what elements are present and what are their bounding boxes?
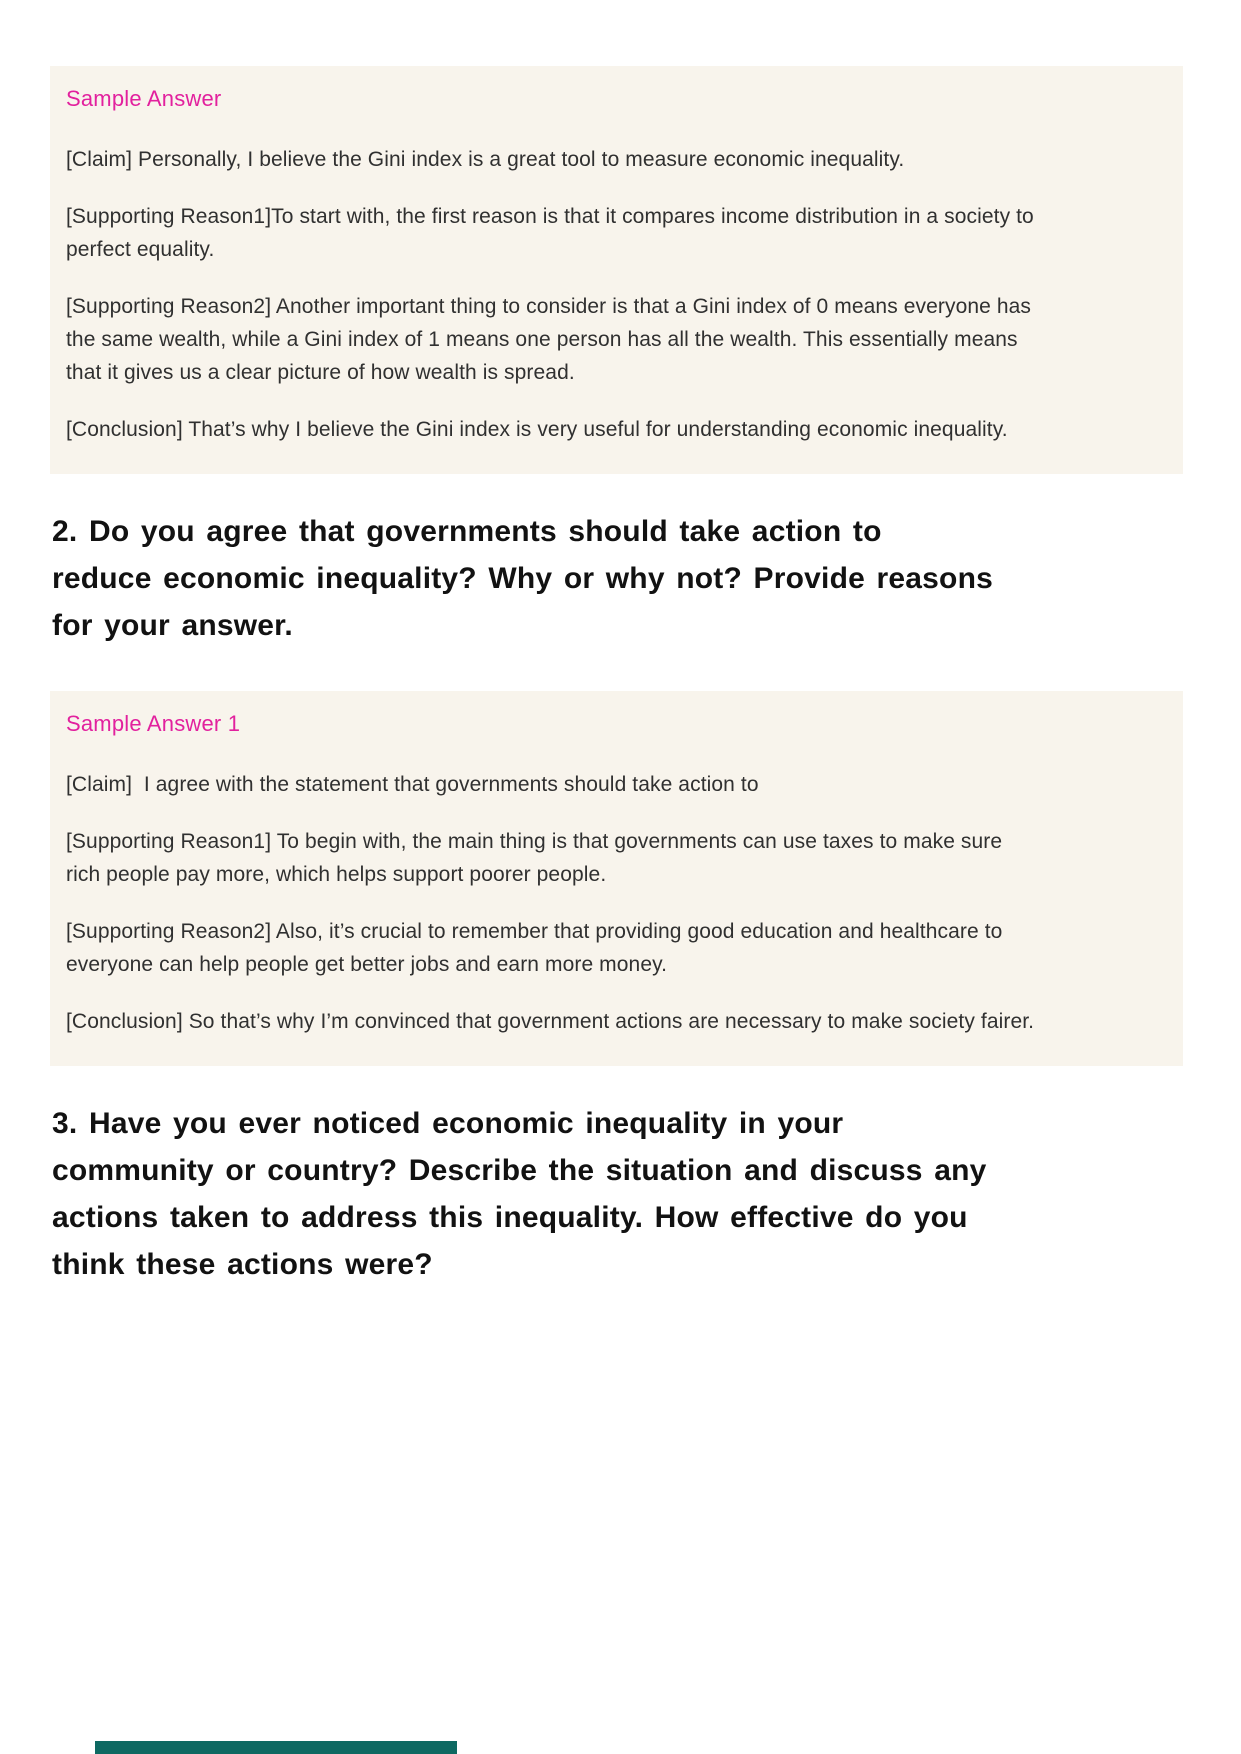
question-line: community or country? Describe the situation and discuss any: [52, 1154, 987, 1187]
question-line: 3. Have you ever noticed economic inequality in your: [52, 1107, 844, 1140]
question-line: actions taken to address this inequality. How effective do you: [52, 1201, 968, 1234]
claim-paragraph: [Claim] I agree with the statement that governments should take action to: [66, 773, 759, 796]
claim-paragraph: [Claim] Personally, I believe the Gini index is a great tool to measure economic inequality.: [66, 148, 905, 171]
sample-answer-box-1: [50, 66, 1183, 474]
question-line: think these actions were?: [52, 1248, 433, 1281]
conclusion-paragraph: [Conclusion] So that’s why I’m convinced that government actions are necessary to make society fairer.: [66, 1010, 1035, 1033]
supporting-reason1-paragraph: [Supporting Reason1] To begin with, the main thing is that governments can use taxes to make sure rich people pay more, which helps support poorer people.: [66, 830, 1009, 886]
supporting-reason2-paragraph: [Supporting Reason2] Also, it’s crucial to remember that providing good education and healthcare to everyone can help people get better jobs and earn more money.: [66, 920, 1009, 976]
question-line: for your answer.: [52, 609, 293, 642]
question-line: 2. Do you agree that governments should take action to: [52, 515, 882, 548]
supporting-reason1-paragraph: [Supporting Reason1]To start with, the first reason is that it compares income distribution in a society to perfect equality.: [66, 205, 1040, 261]
question-line: reduce economic inequality? Why or why not? Provide reasons: [52, 562, 993, 595]
sample-answer-box-2: [50, 691, 1183, 1066]
sample-answer-label: Sample Answer 1: [66, 711, 241, 736]
sample-answer-label: Sample Answer: [66, 86, 222, 111]
cut-off-table-header-strip: [95, 1741, 457, 1754]
question-2-heading: [52, 508, 1183, 649]
supporting-reason2-paragraph: [Supporting Reason2] Another important thing to consider is that a Gini index of 0 means everyone has the same wealth, while a Gini index of 1 means one person has all the wealth. This essentially means that it gives us a clear picture of how wealth is spread.: [66, 295, 1037, 384]
question-3-heading: [52, 1100, 1183, 1288]
conclusion-paragraph: [Conclusion] That’s why I believe the Gini index is very useful for understanding economic inequality.: [66, 418, 1008, 441]
